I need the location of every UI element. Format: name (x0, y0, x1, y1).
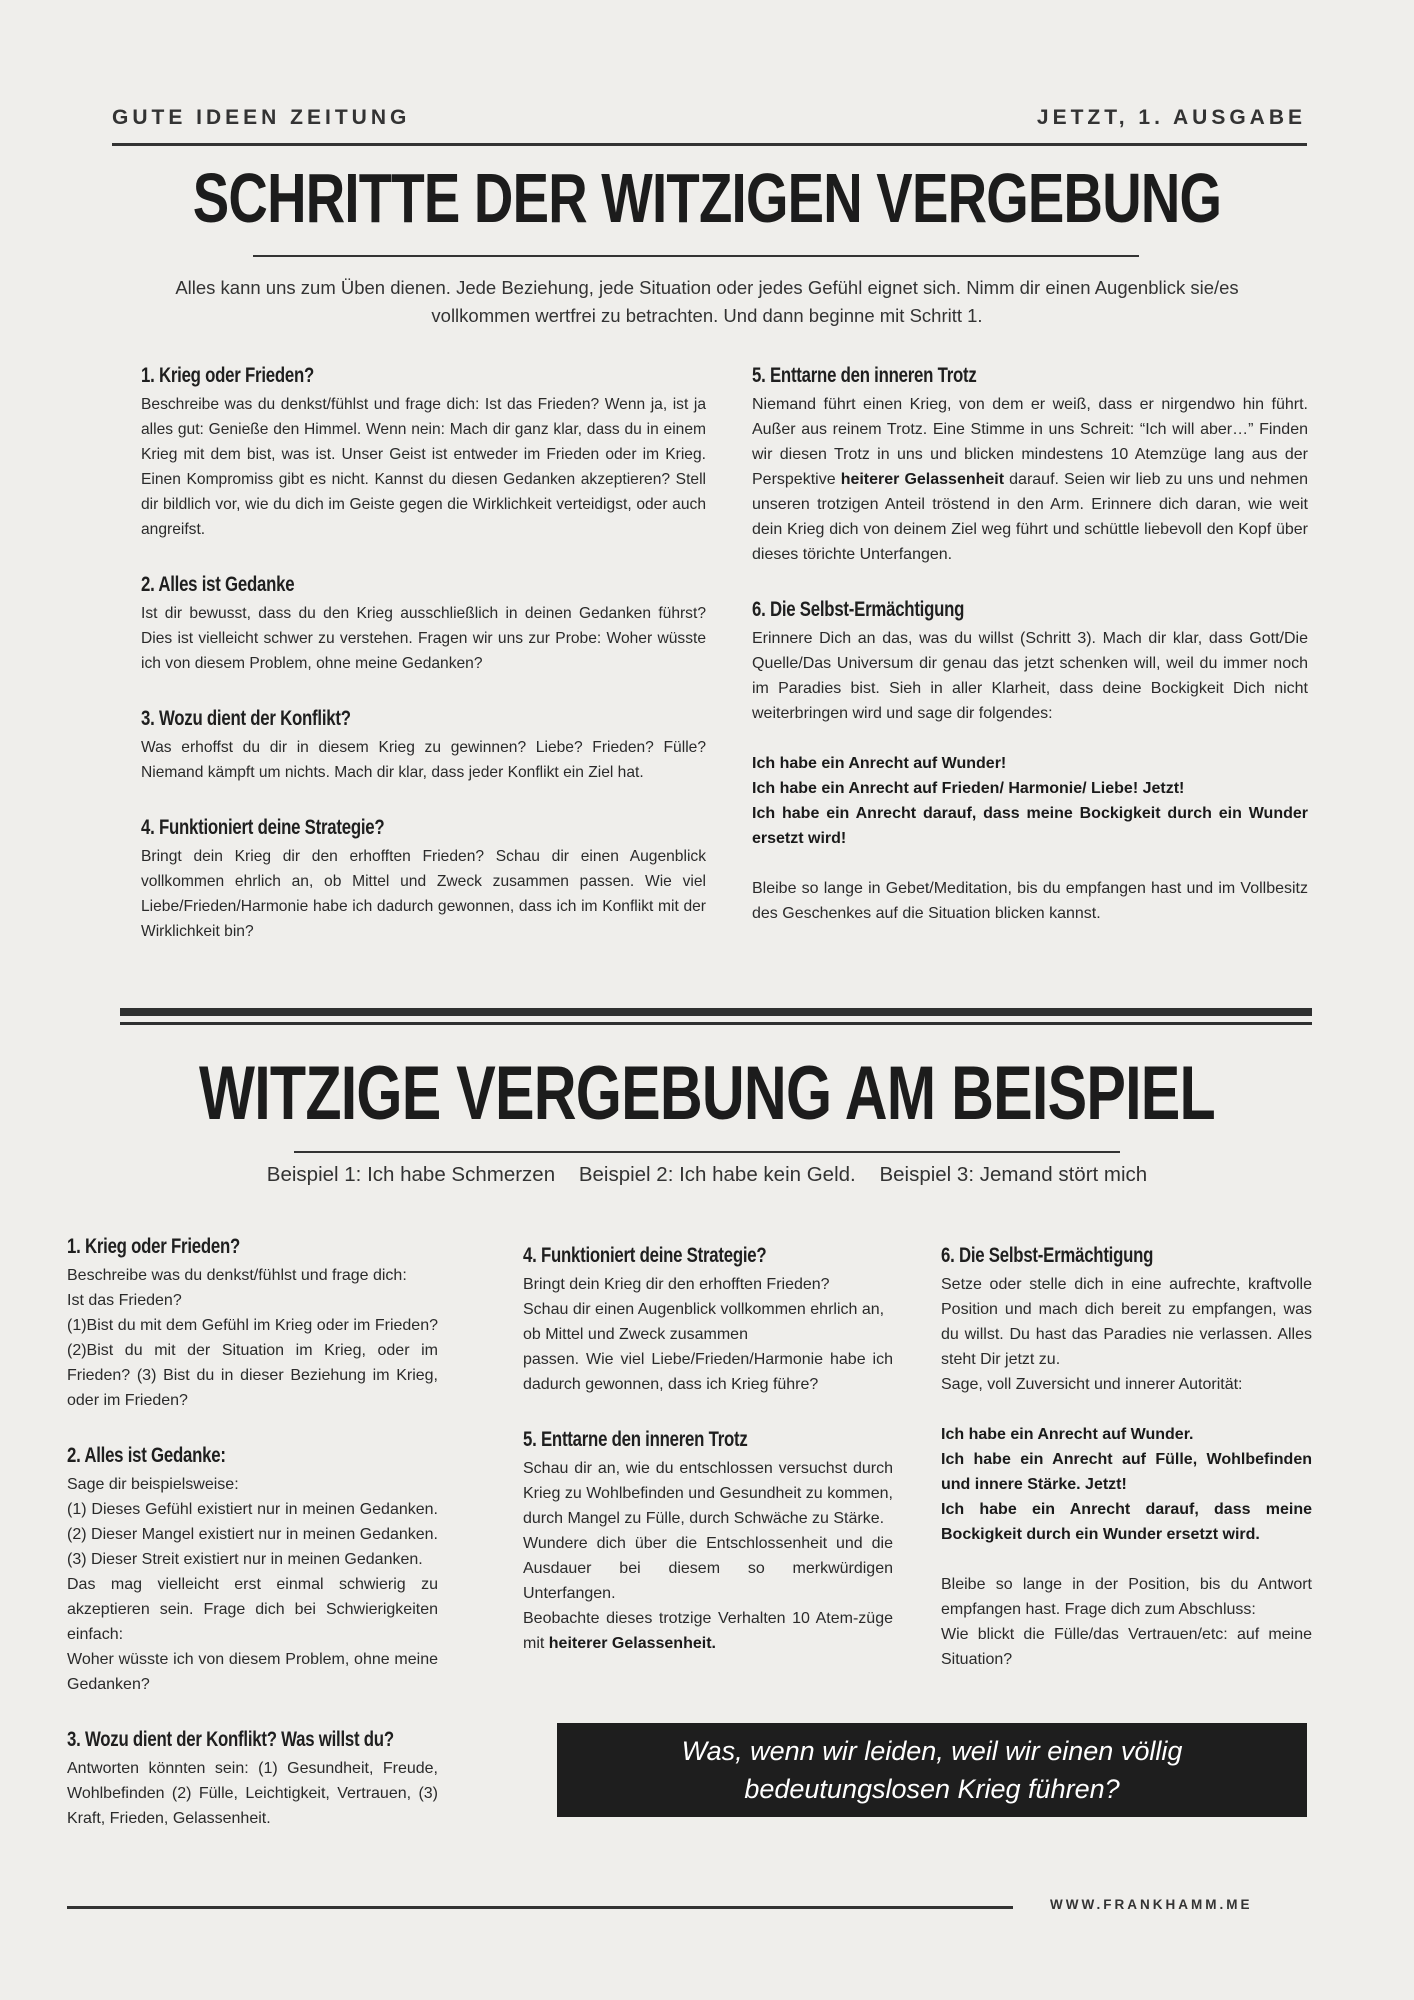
s2-step2 (67, 1443, 438, 1697)
s1-affirmation-1: Ich habe ein Anrecht auf Wunder! (752, 755, 1007, 772)
s2-step5-text2: Wundere dich über die Entschlossenheit und die Ausdauer bei diesem so merkwürdigen Unterfangen. (523, 1535, 893, 1602)
s2-step2-text1: (1) Dieses Gefühl existiert nur in meinen Gedanken.(2) Dieser Mangel existiert nur in meinen Gedanken. (3) Dieser Streit existiert nur in meinen Gedanken. (67, 1501, 438, 1568)
s2-step4 (523, 1243, 893, 1397)
s2-step1-text: (1)Bist du mit dem Gefühl im Krieg oder im Frieden? (2)Bist du mit der Situation im Krieg, oder im Frieden? (3) Bist du in dieser Beziehung im Krieg, oder im Frieden? (67, 1317, 438, 1409)
s1-step5-text: Niemand führt einen Krieg, von dem er weiß, dass er nirgendwo hin führt. Außer aus reinem Trotz. Eine Stimme in uns Schreit: “Ich will aber…” Finden wir diesen Trotz in uns und blicken mindestens 10 Atemzüge lang aus der Perspektive heiterer Gelassenheit darauf. Seien wir lieb zu uns und nehmen unseren trotzigen Anteil tröstend in den Arm. Erinnere dich daran, wie weit dein Krieg dich von deinem Ziel weg führt und schüttle liebevoll den Kopf über dieses törichte Unterfangen. (752, 396, 1309, 563)
s2-step6-text1: Setze oder stelle dich in eine aufrechte, kraftvolle Position und mach dich bereit zu empfangen, was du willst. Du hast das Paradies nie verlassen. Alles steht Dir jetzt zu. (941, 1276, 1312, 1368)
s2-step2-line1: Sage dir beispielsweise: (67, 1476, 239, 1493)
section2-left-column (67, 1234, 438, 1861)
s2-step1-heading: 1. Krieg oder Frieden? (67, 1235, 241, 1258)
s1-step1-heading: 1. Krieg oder Frieden? (141, 364, 315, 387)
s2-affirmation-1: Ich habe ein Anrecht auf Wunder. (941, 1426, 1194, 1443)
s1-step4-text: Bringt dein Krieg dir den erhofften Frieden? Schau dir einen Augenblick vollkommen ehrlich an, ob Mittel und Zweck zusammen passen. Wie viel Liebe/Frieden/Harmonie habe ich dadurch gewonnen, dass ich im Konflikt mit der Wirklichkeit bin? (141, 848, 706, 940)
example-1: Beispiel 1: Ich habe Schmerzen (266, 1163, 556, 1186)
section1-title-rule (253, 255, 1139, 257)
s2-step3-text: Antworten könnten sein: (1) Gesundheit, Freude, Wohlbefinden (2) Fülle, Leichtigkeit, Vertrauen, (3) Kraft, Frieden, Gelassenheit. (67, 1760, 438, 1827)
s2-step6 (941, 1243, 1312, 1672)
footer-rule (67, 1906, 1013, 1909)
s2-step6-text2: Sage, voll Zuversicht und innerer Autorität: (941, 1376, 1243, 1393)
section1-right-column (752, 363, 1308, 956)
s2-step3 (67, 1727, 438, 1831)
s1-step2-heading: 2. Alles ist Gedanke (141, 573, 295, 596)
s2-step1-line2: Ist das Frieden? (67, 1292, 182, 1309)
s2-step2-text3: Woher wüsste ich von diesem Problem, ohne meine Gedanken? (67, 1651, 438, 1693)
section-divider-top (120, 1008, 1312, 1016)
masthead-left: GUTE IDEEN ZEITUNG (112, 106, 411, 129)
s1-step6-heading: 6. Die Selbst-Ermächtigung (752, 598, 965, 621)
s2-step2-text2: Das mag vielleicht erst einmal schwierig zu akzeptieren sein. Frage dich bei Schwierigkeiten einfach: (67, 1576, 438, 1643)
s2-step5-heading: 5. Enttarne den inneren Trotz (523, 1428, 748, 1451)
s2-step4-text1: Schau dir einen Augenblick vollkommen ehrlich an, ob Mittel und Zweck zusammen (523, 1301, 885, 1343)
s2-step3-heading: 3. Wozu dient der Konflikt? Was willst du? (67, 1728, 394, 1751)
s1-step5 (752, 363, 1308, 567)
s2-step4-line1: Bringt dein Krieg dir den erhofften Frieden? (523, 1276, 830, 1293)
masthead-right: JETZT, 1. AUSGABE (1036, 106, 1306, 129)
examples-row (0, 1163, 1414, 1187)
section2-middle-column (523, 1243, 893, 1686)
s1-affirmation-2: Ich habe ein Anrecht auf Frieden/ Harmonie/ Liebe! Jetzt! (752, 780, 1185, 797)
section1-title: SCHRITTE DER WITZIGEN VERGEBUNG (192, 159, 1222, 237)
s2-step6-heading: 6. Die Selbst-Ermächtigung (941, 1244, 1154, 1267)
s2-step4-text2: passen. Wie viel Liebe/Frieden/Harmonie habe ich dadurch gewonnen, dass ich Krieg führe? (523, 1351, 893, 1393)
s1-step6 (752, 597, 1308, 926)
s1-step6-text: Erinnere Dich an das, was du willst (Schritt 3). Mach dir klar, dass Gott/Die Quelle/Das Universum dir genau das jetzt schenken will, weil du immer noch im Paradies bist. Sieh in aller Klarheit, dass deine Bockigkeit Dich nicht weiterbringen wird und sage dir folgendes: (752, 630, 1308, 722)
section2-right-column (941, 1243, 1312, 1702)
example-2: Beispiel 2: Ich habe kein Geld. (578, 1163, 856, 1186)
quote-box (557, 1723, 1307, 1817)
s2-affirmation-3: Ich habe ein Anrecht darauf, dass meine Bockigkeit durch ein Wunder ersetzt wird. (941, 1501, 1312, 1543)
s1-step5-heading: 5. Enttarne den inneren Trotz (752, 364, 977, 387)
masthead-rule (112, 143, 1307, 146)
section1-left-column (141, 363, 706, 974)
section-divider-bottom (120, 1022, 1312, 1025)
s1-step6-closing: Bleibe so lange in Gebet/Meditation, bis du empfangen hast und im Vollbesitz des Geschenkes auf die Situation blicken kannst. (752, 880, 1308, 922)
s1-step2 (141, 572, 706, 676)
s1-step3 (141, 706, 706, 785)
s1-affirmation-3: Ich habe ein Anrecht darauf, dass meine Bockigkeit durch ein Wunder ersetzt wird! (752, 805, 1308, 847)
s1-step3-text: Was erhoffst du dir in diesem Krieg zu gewinnen? Liebe? Frieden? Fülle? Niemand kämpft um nichts. Mach dir klar, dass jeder Konflikt ein Ziel hat. (141, 739, 706, 781)
section2-title: WITZIGE VERGEBUNG AM BEISPIEL (199, 1051, 1215, 1136)
s1-step3-heading: 3. Wozu dient der Konflikt? (141, 707, 351, 730)
s2-step4-heading: 4. Funktioniert deine Strategie? (523, 1244, 767, 1267)
s2-step1 (67, 1234, 438, 1413)
s2-step2-heading: 2. Alles ist Gedanke: (67, 1444, 226, 1467)
s2-step6-closing2: Wie blickt die Fülle/das Vertrauen/etc: auf meine Situation? (941, 1626, 1312, 1668)
s1-step1-text: Beschreibe was du denkst/fühlst und frage dich: Ist das Frieden? Wenn ja, ist ja alles gut: Genieße den Himmel. Wenn nein: Mach dir ganz klar, dass du in einem Krieg mit dem bist, was ist. Unser Geist ist entweder im Frieden oder im Krieg. Einen Kompromiss gibt es nicht. Kannst du diesen Gedanken akzeptieren? Stell dir bildlich vor, wie du dich im Geiste gegen die Wirklichkeit verteidigst, oder auch angreifst. (141, 396, 706, 538)
s2-step5-text3: Beobachte dieses trotzige Verhalten 10 Atem-züge mit heiterer Gelassenheit. (523, 1610, 893, 1652)
s2-step5 (523, 1427, 893, 1656)
s2-step1-line1: Beschreibe was du denkst/fühlst und frage dich: (67, 1267, 407, 1284)
footer-url: WWW.FRANKHAMM.ME (1050, 1897, 1253, 1912)
s2-affirmation-2: Ich habe ein Anrecht auf Fülle, Wohlbefinden und innere Stärke. Jetzt! (941, 1451, 1312, 1493)
s1-step2-text: Ist dir bewusst, dass du den Krieg ausschließlich in deinen Gedanken führst? Dies ist vielleicht schwer zu verstehen. Fragen wir uns zur Probe: Woher wüsste ich von diesem Problem, ohne meine Gedanken? (141, 605, 706, 672)
s1-step4-heading: 4. Funktioniert deine Strategie? (141, 816, 385, 839)
section2-title-rule (294, 1151, 1120, 1153)
s2-step5-text1: Schau dir an, wie du entschlossen versuchst durch Krieg zu Wohlbefinden und Gesundheit zu kommen, durch Mangel zu Fülle, durch Schwäche zu Stärke. (523, 1460, 893, 1527)
quote-text: Was, wenn wir leiden, weil wir einen völlig bedeutungslosen Krieg führen? (681, 1736, 1183, 1804)
s2-step6-closing1: Bleibe so lange in der Position, bis du Antwort empfangen hast. Frage dich zum Abschluss: (941, 1576, 1312, 1618)
s1-step1 (141, 363, 706, 542)
example-3: Beispiel 3: Jemand stört mich (879, 1163, 1148, 1186)
section1-intro: Alles kann uns zum Üben dienen. Jede Beziehung, jede Situation oder jedes Gefühl eignet sich. Nimm dir einen Augenblick sie/es vollkommen wertfrei zu betrachten. Und dann beginne mit Schritt 1. (175, 277, 1239, 326)
s1-step4 (141, 815, 706, 944)
